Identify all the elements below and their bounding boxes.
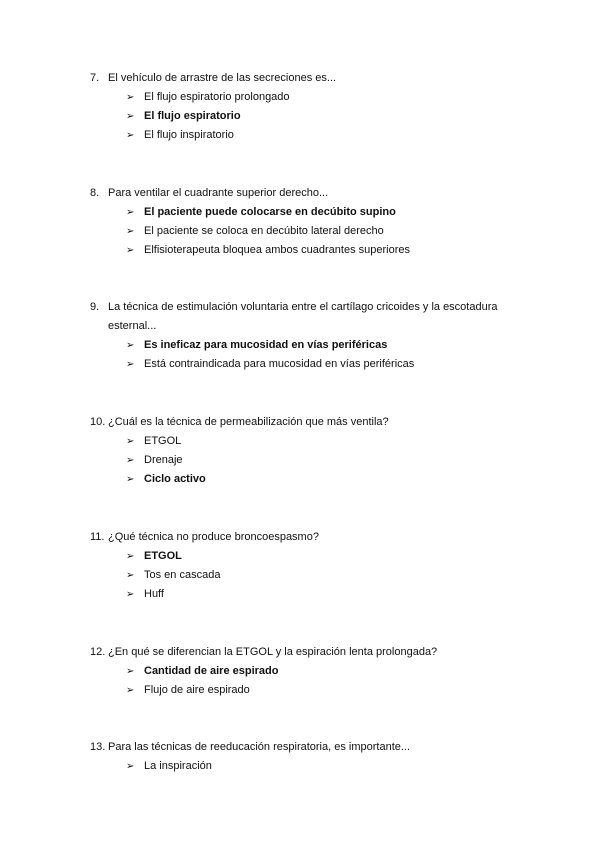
arrow-bullet-icon: ➢ [126,130,135,142]
answer-options [90,336,520,374]
answer-option-correct: ➢ Ciclo activo [90,470,520,489]
answer-option: ➢ Está contraindicada para mucosidad en vías periféricas [90,355,520,374]
arrow-bullet-icon: ➢ [126,761,135,772]
question-text: El vehículo de arrastre de las secreciones es... [108,72,337,84]
arrow-bullet-icon: ➢ [126,359,135,371]
arrow-bullet-icon: ➢ [126,685,135,697]
question-10 [90,413,520,490]
answer-option-correct: ➢ El flujo espiratorio [90,107,520,126]
arrow-bullet-icon: ➢ [126,436,135,447]
answer-option: ➢ El flujo espiratorio prolongado [90,88,520,107]
question-text: La técnica de estimulación voluntaria entre el cartílago cricoides y la escotadura esternal... [108,301,498,332]
question-11 [90,528,520,605]
arrow-bullet-icon: ➢ [126,474,135,486]
question-number: 8. [90,187,100,199]
answer-options [90,88,520,146]
answer-option: ➢ La inspiración [90,757,520,776]
arrow-bullet-icon: ➢ [126,589,135,601]
arrow-bullet-icon: ➢ [126,92,135,103]
answer-option-correct: ➢ El paciente puede colocarse en decúbito supino [90,203,520,222]
answer-option: ➢ Tos en cascada [90,566,520,585]
question-9 [90,298,520,374]
arrow-bullet-icon: ➢ [126,207,135,218]
question-text: ¿En qué se diferencian la ETGOL y la espiración lenta prolongada? [108,646,438,658]
question-12 [90,643,520,700]
question-text: Para las técnicas de reeducación respiratoria, es importante... [108,741,411,753]
question-number: 10. [90,416,106,428]
answer-option: ➢ ETGOL [90,432,520,451]
arrow-bullet-icon: ➢ [126,245,135,257]
answer-options [90,662,520,700]
question-number: 9. [90,301,100,313]
answer-option-correct: ➢ Es ineficaz para mucosidad en vías periféricas [90,336,520,355]
question-number: 7. [90,72,100,84]
question-number: 12. [90,646,106,658]
answer-options [90,203,520,261]
answer-option: ➢ El paciente se coloca en decúbito lateral derecho [90,222,520,241]
answer-option-correct: ➢ ETGOL [90,547,520,566]
answer-options [90,757,520,776]
arrow-bullet-icon: ➢ [126,455,135,467]
question-number: 13. [90,741,106,753]
question-text: Para ventilar el cuadrante superior derecho... [108,187,329,199]
question-number: 11. [90,531,105,543]
answer-option: ➢ El flujo inspiratorio [90,126,520,145]
arrow-bullet-icon: ➢ [126,666,135,677]
answer-option: ➢ Elfisioterapeuta bloquea ambos cuadrantes superiores [90,241,520,260]
answer-option-correct: ➢ Cantidad de aire espirado [90,662,520,681]
question-text: ¿Cuál es la técnica de permeabilización que más ventila? [108,416,389,428]
question-text: ¿Qué técnica no produce broncoespasmo? [108,531,319,543]
question-13 [90,738,520,776]
question-7 [90,69,520,146]
arrow-bullet-icon: ➢ [126,111,135,123]
answer-option: ➢ Drenaje [90,451,520,470]
arrow-bullet-icon: ➢ [126,551,135,562]
answer-options [90,547,520,605]
answer-option: ➢ Huff [90,585,520,604]
question-8 [90,184,520,261]
answer-option: ➢ Flujo de aire espirado [90,681,520,700]
arrow-bullet-icon: ➢ [126,226,135,238]
arrow-bullet-icon: ➢ [126,570,135,582]
answer-options [90,432,520,490]
arrow-bullet-icon: ➢ [126,340,135,351]
